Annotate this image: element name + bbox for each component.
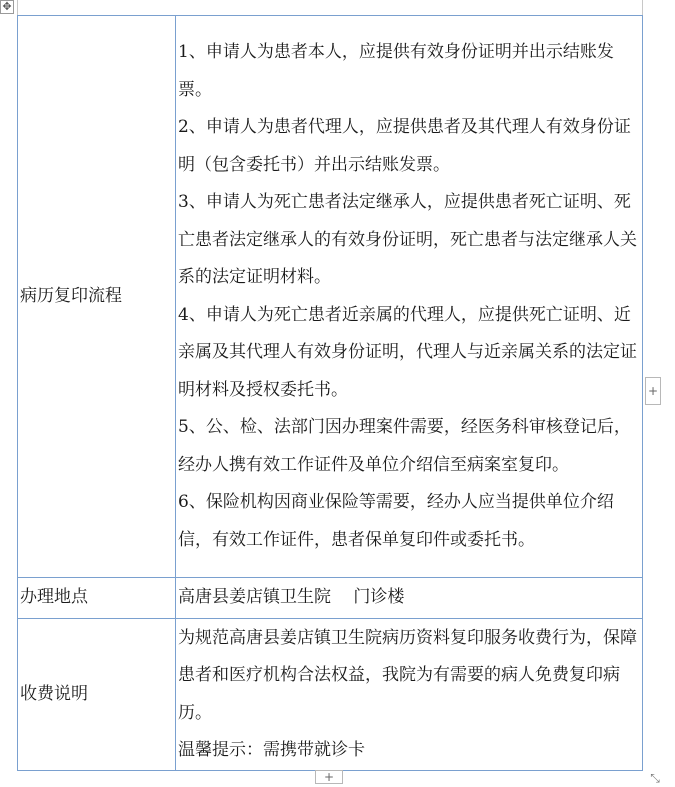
table-row <box>18 619 643 771</box>
table-move-handle-icon[interactable]: ✥ <box>0 0 14 14</box>
paragraph: 3、申请人为死亡患者法定继承人，应提供患者死亡证明、死亡患者法定继承人的有效身份证明，死亡患者与法定继承人关系的法定证明材料。 <box>178 192 637 287</box>
row-label-location: 办理地点 <box>18 578 176 619</box>
table-row <box>18 16 643 578</box>
row-content-fee[interactable] <box>176 619 643 771</box>
table-row <box>18 578 643 619</box>
add-row-button[interactable]: + <box>315 770 343 784</box>
paragraph: 温馨提示：需携带就诊卡 <box>178 740 365 760</box>
paragraph: 高唐县姜店镇卫生院 门诊楼 <box>178 587 405 608</box>
column-guide <box>17 0 18 15</box>
paragraph: 5、公、检、法部门因办理案件需要，经医务科审核登记后，经办人携有效工作证件及单位介绍信至病案室复印。 <box>178 417 631 475</box>
paragraph: 1、申请人为患者本人，应提供有效身份证明并出示结账发票。 <box>178 42 614 100</box>
add-column-button[interactable]: + <box>645 377 661 405</box>
column-guide <box>642 0 643 15</box>
paragraph: 6、保险机构因商业保险等需要，经办人应当提供单位介绍信，有效工作证件，患者保单复印件或委托书。 <box>178 492 614 550</box>
paragraph: 4、申请人为死亡患者近亲属的代理人，应提供死亡证明、近亲属及其代理人有效身份证明，代理人与近亲属关系的法定证明材料及授权委托书。 <box>178 304 637 400</box>
row-content-process[interactable] <box>176 16 643 578</box>
row-content-location[interactable] <box>176 578 643 619</box>
paragraph: 为规范高唐县姜店镇卫生院病历资料复印服务收费行为，保障患者和医疗机构合法权益，我院为有需要的病人免费复印病历。 <box>178 627 637 723</box>
row-label-process: 病历复印流程 <box>18 16 176 578</box>
document-table <box>17 15 643 771</box>
paragraph: 2、申请人为患者代理人，应提供患者及其代理人有效身份证明（包含委托书）并出示结账发票。 <box>178 117 631 175</box>
table-resize-icon[interactable]: ⤡ <box>650 771 660 785</box>
row-label-fee: 收费说明 <box>18 619 176 771</box>
